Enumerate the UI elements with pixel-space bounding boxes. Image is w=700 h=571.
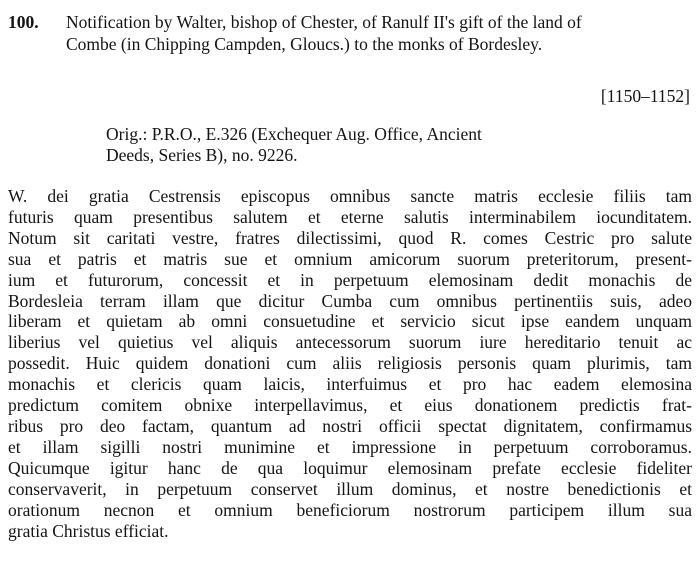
entry-title [66, 11, 692, 55]
charter-line: orationum necnon et omnium beneficiorum nostrorum participem illum sua [8, 499, 692, 520]
entry-date: [1150–1152] [600, 86, 690, 106]
source-citation [106, 124, 686, 166]
charter-line: possedit. Huic quidem donationi cum aliis religiosis personis quam plurimis, tam [8, 353, 692, 374]
charter-line: liberius vel quietius vel aliquis antecessorum suorum iure hereditario tenuit ac [8, 332, 692, 353]
charter-line: ium et futurorum, concessit et in perpetuum elemosinam dedit monachis de [8, 269, 692, 290]
charter-line: Bordesleia terram illam que dicitur Cumba cum omnibus pertinentiis suis, adeo [8, 290, 692, 311]
charter-line: W. dei gratia Cestrensis episcopus omnibus sancte matris ecclesie filiis tam [8, 186, 692, 206]
charter-line: liberam et quietam ab omni consuetudine et servicio sicut ipse eandem unquam [8, 311, 692, 332]
charter-line: futuris quam presentibus salutem et eterne salutis interminabilem iocunditatem. [8, 206, 692, 227]
charter-line: conservaverit, in perpetuum conservet illum dominus, et nostre benedictionis et [8, 478, 692, 499]
charter-line: predictum comitem obnixe interpellavimus, et eius donationem predictis frat- [8, 395, 692, 416]
entry-title-line: Notification by Walter, bishop of Chester, of Ranulf II's gift of the land of [66, 12, 582, 32]
entry-title-line: Combe (in Chipping Campden, Gloucs.) to the monks of Bordesley. [66, 34, 543, 54]
charter-text [8, 186, 692, 541]
charter-line: ribus pro deo factam, quantum ad nostri officii spectat dignitatem, confirmamus [8, 415, 692, 436]
charter-line: Notum sit caritati vestre, fratres dilectissimi, quod R. comes Cestric pro salute [8, 227, 692, 248]
entry-number: 100. [8, 12, 39, 32]
charter-line: monachis et clericis quam laicis, interfuimus et pro hac eadem elemosina [8, 374, 692, 395]
source-line: Deeds, Series B), no. 9226. [106, 145, 298, 165]
charter-line: gratia Christus efficiat. [8, 520, 169, 541]
charter-line: et illam sigilli nostri munimine et impressione in perpetuum corroboramus. [8, 436, 692, 457]
charter-line: sua et patris et matris sue et omnium amicorum suorum preteritorum, present- [8, 248, 692, 269]
source-line: Orig.: P.R.O., E.326 (Exchequer Aug. Office, Ancient [106, 124, 482, 144]
charter-line: Quicumque igitur hanc de qua loquimur elemosinam prefate ecclesie fideliter [8, 457, 692, 478]
